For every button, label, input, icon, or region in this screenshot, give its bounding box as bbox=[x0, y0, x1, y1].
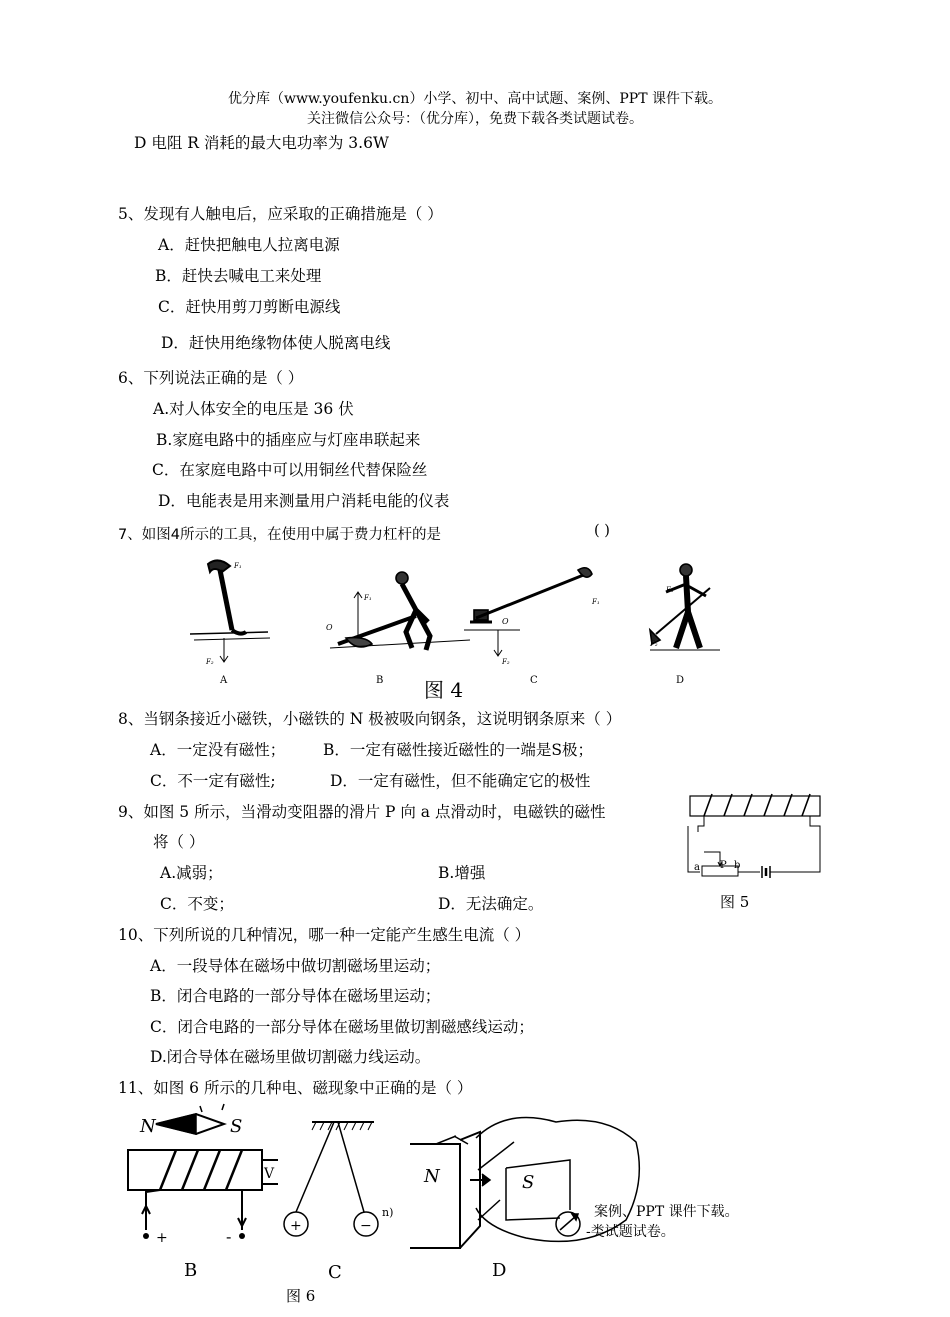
q5-option-a: A．赶快把触电人拉离电源 bbox=[158, 236, 340, 254]
carryover-option-d: D 电阻 R 消耗的最大电功率为 3.6W bbox=[134, 134, 389, 152]
fig4-c-f2: F₂ bbox=[502, 658, 510, 666]
fig6-label-c: C bbox=[328, 1262, 342, 1283]
fig5-label-b: b bbox=[734, 860, 741, 871]
figure-5 bbox=[684, 792, 824, 882]
q6-stem: 6、下列说法正确的是（ ） bbox=[118, 369, 304, 387]
fig6-b-plus: + bbox=[156, 1230, 168, 1246]
q10-option-b: B．闭合电路的一部分导体在磁场里运动； bbox=[150, 987, 441, 1005]
q9-option-c: C．不变； bbox=[160, 895, 234, 913]
fig6-b-n: N bbox=[140, 1116, 156, 1137]
fig4-caption: 图 4 bbox=[424, 678, 464, 702]
q10-option-c: C．闭合电路的一部分导体在磁场里做切割磁感线运动； bbox=[150, 1018, 534, 1036]
q8-stem: 8、当钢条接近小磁铁，小磁铁的 N 极被吸向钢条，这说明钢条原来（ ） bbox=[118, 710, 622, 728]
q5-option-c: C．赶快用剪刀剪断电源线 bbox=[158, 298, 341, 316]
fig4-tool-c bbox=[464, 568, 592, 656]
fig6-b-v: V bbox=[264, 1166, 275, 1182]
fig4-c-f1: F₁ bbox=[592, 598, 600, 606]
fig5-caption: 图 5 bbox=[720, 893, 750, 911]
fig4-d-f1: F₁ bbox=[666, 586, 674, 594]
fig6-c-plus: + bbox=[290, 1218, 302, 1234]
fig5-label-p: P bbox=[720, 860, 727, 871]
fig6-b-s: S bbox=[230, 1116, 243, 1137]
figure-4 bbox=[180, 552, 720, 692]
fig4-b-f1: F₁ bbox=[364, 594, 372, 602]
fig6-c-minus: − bbox=[360, 1218, 372, 1234]
q7-paren: ( ) bbox=[594, 523, 610, 539]
footer-fragment-1: 案例、PPT 课件下载。 bbox=[594, 1204, 739, 1220]
q10-stem: 10、下列所说的几种情况，哪一种一定能产生感生电流（ ） bbox=[118, 926, 531, 944]
fig6-c-fragment: n) bbox=[382, 1206, 394, 1219]
q8-option-a: A．一定没有磁性； bbox=[150, 741, 286, 759]
q6-option-b: B.家庭电路中的插座应与灯座串联起来 bbox=[156, 431, 421, 449]
fig4-tool-b bbox=[330, 572, 470, 650]
fig6-label-d: D bbox=[492, 1260, 507, 1281]
q9-option-d: D．无法确定。 bbox=[438, 895, 544, 913]
fig5-label-a: a bbox=[694, 862, 700, 873]
fig4-tool-a bbox=[190, 560, 270, 662]
footer-fragment-2: -类试题试卷。 bbox=[586, 1224, 675, 1240]
fig4-label-b: B bbox=[376, 675, 384, 686]
q8-option-c: C．不一定有磁性; bbox=[150, 772, 276, 790]
q9-option-b: B.增强 bbox=[438, 864, 486, 882]
q5-stem: 5、发现有人触电后，应采取的正确措施是（ ） bbox=[118, 205, 443, 223]
fig6-label-b: B bbox=[184, 1260, 198, 1281]
q10-option-a: A．一段导体在磁场中做切割磁场里运动； bbox=[150, 957, 441, 975]
q8-option-d: D．一定有磁性，但不能确定它的极性 bbox=[330, 772, 591, 790]
q5-option-b: B．赶快去喊电工来处理 bbox=[155, 267, 322, 285]
fig6-caption: 图 6 bbox=[286, 1287, 316, 1305]
q9-option-a: A.减弱； bbox=[160, 864, 223, 882]
fig4-c-o: O bbox=[502, 617, 509, 626]
fig4-b-o: O bbox=[326, 623, 333, 632]
q5-option-d: D．赶快用绝缘物体使人脱离电线 bbox=[161, 334, 391, 352]
q7-stem: 7、如图4所示的工具，在使用中属于费力杠杆的是 bbox=[118, 527, 441, 543]
q11-stem: 11、如图 6 所示的几种电、磁现象中正确的是（ ） bbox=[118, 1079, 473, 1097]
header-line-2: 关注微信公众号：（优分库），免费下载各类试题试卷。 bbox=[307, 111, 643, 127]
figure-6 bbox=[120, 1100, 600, 1290]
q6-option-d: D．电能表是用来测量用户消耗电能的仪表 bbox=[158, 492, 450, 510]
q6-option-a: A.对人体安全的电压是 36 伏 bbox=[153, 400, 354, 418]
q9-stem-line-2: 将（ ） bbox=[153, 833, 205, 851]
q6-option-c: C．在家庭电路中可以用铜丝代替保险丝 bbox=[152, 461, 428, 479]
fig6-d-s: S bbox=[522, 1172, 535, 1193]
q10-option-d: D.闭合导体在磁场里做切割磁力线运动。 bbox=[150, 1048, 431, 1066]
fig4-label-a: A bbox=[220, 675, 228, 686]
q8-option-b: B．一定有磁性接近磁性的一端是S极； bbox=[323, 741, 594, 759]
fig4-d-f2: F₂ bbox=[650, 640, 658, 648]
fig4-tool-d bbox=[650, 564, 720, 650]
fig4-label-d: D bbox=[676, 675, 685, 686]
q9-stem-line-1: 9、如图 5 所示，当滑动变阻器的滑片 P 向 a 点滑动时，电磁铁的磁性 bbox=[118, 803, 606, 821]
fig4-a-f1: F₁ bbox=[234, 562, 242, 570]
fig6-b-minus: - bbox=[226, 1227, 232, 1246]
header-line-1: 优分库（www.youfenku.cn）小学、初中、高中试题、案例、PPT 课件下载。 bbox=[227, 91, 722, 107]
fig4-label-c: C bbox=[530, 675, 538, 686]
fig4-a-f2: F₂ bbox=[206, 658, 214, 666]
fig6-d-n: N bbox=[424, 1166, 440, 1187]
